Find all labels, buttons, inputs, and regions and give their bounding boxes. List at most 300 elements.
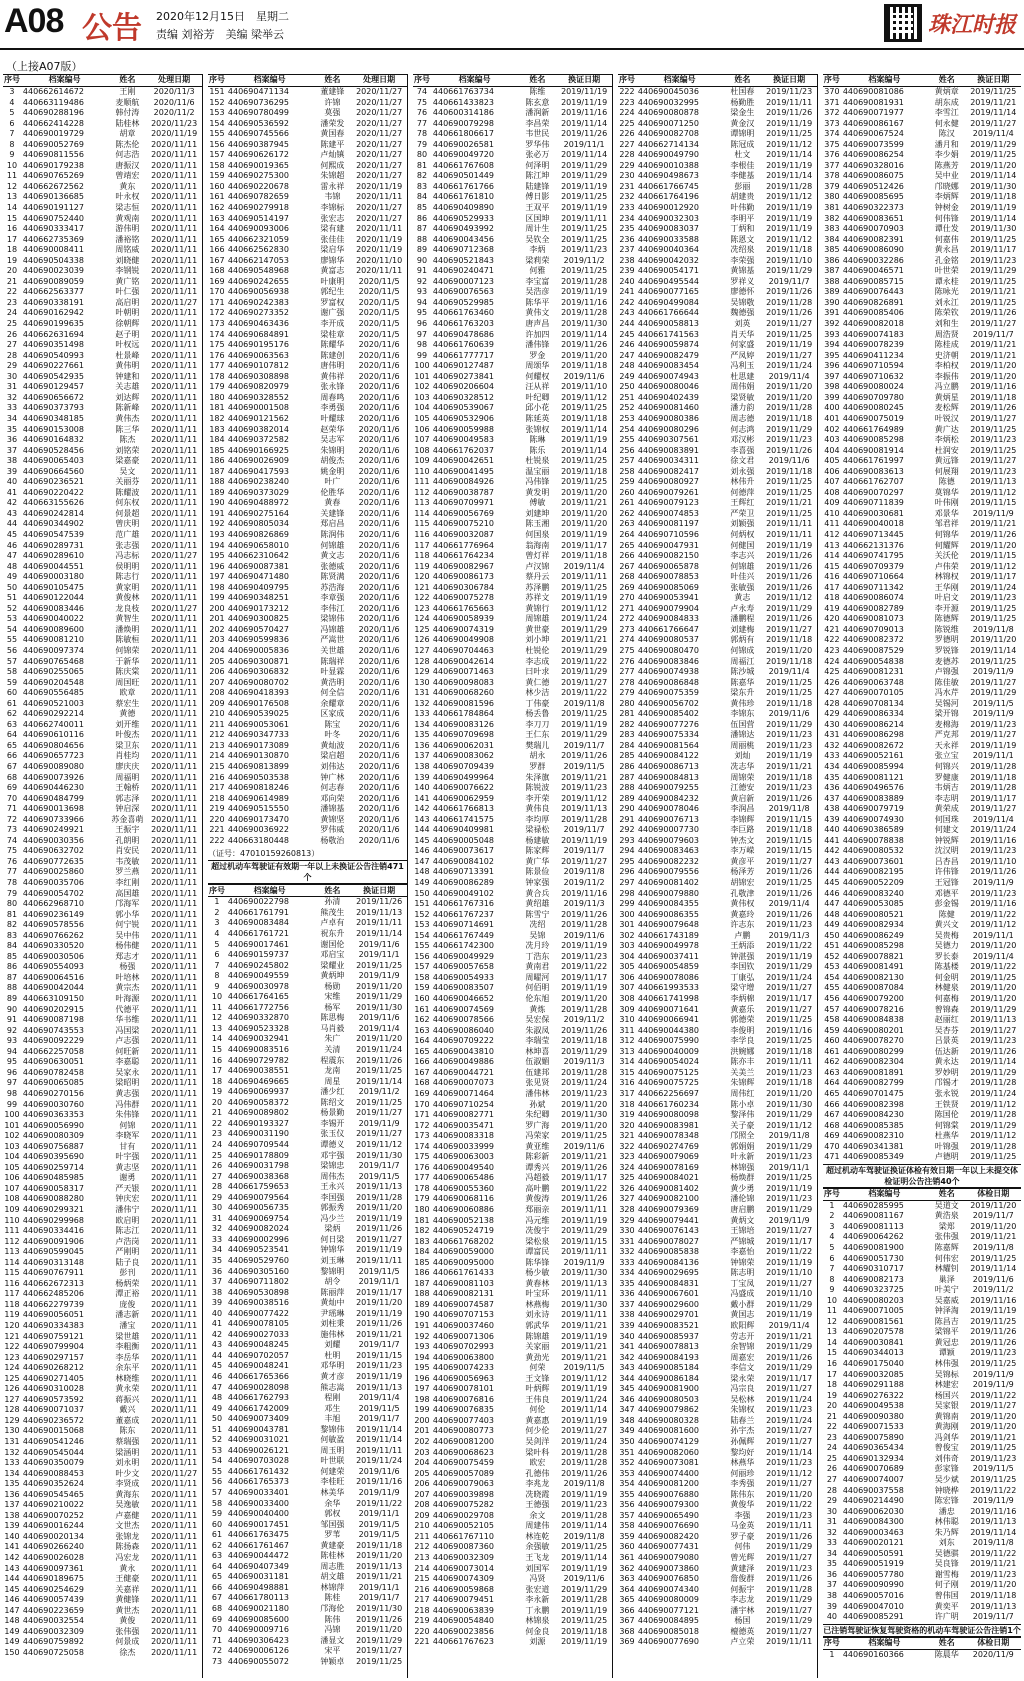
holder-name: 张玉仪 bbox=[320, 1129, 345, 1139]
row-number: 67 bbox=[211, 1593, 223, 1603]
row-number: 421 bbox=[824, 624, 840, 634]
notice-column-4 bbox=[618, 74, 817, 1678]
record-number: 440690498881 bbox=[227, 1582, 289, 1592]
table-row bbox=[618, 1110, 817, 1121]
process-date: 2019/11/21 bbox=[970, 1432, 1017, 1442]
record-number: 440690080532 bbox=[842, 846, 904, 856]
process-date: 2019/11/11 bbox=[356, 1445, 403, 1455]
record-number: 440690077403 bbox=[432, 1415, 494, 1425]
table-row bbox=[823, 941, 1021, 952]
holder-name: 天永祥 bbox=[934, 740, 959, 750]
row-number: 94 bbox=[6, 1046, 18, 1056]
row-number: 56 bbox=[6, 645, 18, 655]
table-row bbox=[618, 1173, 817, 1184]
holder-name: 吴嘉威 bbox=[934, 1295, 959, 1305]
record-number: 440690079300 bbox=[637, 1500, 699, 1510]
holder-name: 叶锐汉 bbox=[934, 413, 959, 423]
holder-name: 刘源 bbox=[529, 1637, 546, 1647]
table-row bbox=[208, 1119, 407, 1130]
process-date: 2020/11/6 bbox=[358, 413, 400, 423]
process-date: 2019/11/19 bbox=[356, 1213, 403, 1223]
row-number: 305 bbox=[619, 962, 635, 972]
table-row bbox=[618, 245, 817, 256]
record-number: 440690081210 bbox=[22, 635, 84, 645]
table-row bbox=[208, 98, 407, 109]
record-number: 440690031798 bbox=[227, 1161, 289, 1171]
table-row bbox=[413, 720, 612, 731]
holder-name: 吴志军 bbox=[320, 435, 345, 445]
record-number: 440690220422 bbox=[22, 487, 84, 497]
holder-name: 何锦成 bbox=[730, 645, 755, 655]
record-number: 440661760234 bbox=[637, 1099, 699, 1109]
record-number: 440690733966 bbox=[22, 814, 84, 824]
process-date: 2019/11/18 bbox=[766, 466, 813, 476]
column-header: 换证日期 bbox=[966, 75, 1021, 87]
table-row bbox=[3, 319, 202, 330]
record-number: 440690047010 bbox=[842, 1601, 904, 1611]
process-date: 2020/11/27 bbox=[356, 97, 403, 107]
table-row bbox=[413, 551, 612, 562]
table-row bbox=[618, 1384, 817, 1395]
table-row bbox=[823, 1100, 1021, 1111]
table-row bbox=[618, 1363, 817, 1374]
process-date: 2019/11/16 bbox=[970, 1506, 1017, 1516]
record-number: 440690067524 bbox=[842, 129, 904, 139]
table-row bbox=[413, 266, 612, 277]
record-number: 440690033401 bbox=[227, 1488, 289, 1497]
holder-name: 叶世荣 bbox=[934, 266, 959, 276]
process-date: 2020/11/11 bbox=[151, 171, 198, 181]
process-date: 2019/11/23 bbox=[766, 1563, 813, 1573]
row-number: 264 bbox=[619, 529, 635, 539]
row-number: 22 bbox=[6, 287, 18, 297]
process-date: 2019/11/27 bbox=[766, 1479, 813, 1489]
row-number: 60 bbox=[211, 1519, 223, 1529]
process-date: 2020/11/11 bbox=[151, 1605, 198, 1615]
holder-name: 丁永鹏 bbox=[525, 1605, 550, 1615]
process-date: 2019/11/25 bbox=[561, 456, 608, 466]
record-number: 440690049583 bbox=[432, 435, 494, 445]
process-date: 2019/11/28 bbox=[970, 1141, 1017, 1151]
record-number: 440690049886 bbox=[432, 1057, 494, 1067]
record-number: 440690084355 bbox=[637, 899, 699, 909]
record-number: 440690071641 bbox=[637, 1004, 699, 1014]
notice-column-2 bbox=[208, 74, 407, 1678]
row-number: 388 bbox=[824, 276, 840, 286]
row-number: 82 bbox=[416, 171, 428, 181]
row-number: 374 bbox=[824, 129, 840, 139]
process-date: 2019/11/6 bbox=[563, 1574, 605, 1584]
table-row bbox=[3, 562, 202, 573]
table-row bbox=[413, 319, 612, 330]
holder-name: 李振伟 bbox=[934, 371, 959, 381]
holder-name: 李健基 bbox=[730, 171, 755, 181]
table-row bbox=[618, 931, 817, 942]
table-row bbox=[413, 277, 612, 288]
holder-name: 陈健 bbox=[938, 909, 955, 919]
process-date: 2019/11/25 bbox=[561, 192, 608, 202]
process-date: 2020/11/11 bbox=[151, 667, 198, 677]
record-number: 440690077690 bbox=[637, 1637, 699, 1647]
row-number: 182 bbox=[414, 1226, 430, 1236]
table-row bbox=[3, 98, 202, 109]
process-date: 2019/11/27 bbox=[766, 1605, 813, 1615]
record-number: 440690307561 bbox=[637, 435, 699, 445]
table-row bbox=[208, 171, 407, 182]
holder-name: 刘开维 bbox=[115, 719, 140, 729]
table-row bbox=[208, 982, 407, 993]
row-number: 32 bbox=[211, 1224, 223, 1234]
table-row bbox=[823, 572, 1021, 583]
process-date: 2019/11/28 bbox=[561, 920, 608, 930]
row-number: 148 bbox=[414, 867, 430, 877]
record-number: 440690499084 bbox=[637, 297, 699, 307]
table-row bbox=[3, 1395, 202, 1406]
record-number: 440662672313 bbox=[22, 1278, 84, 1288]
record-number: 440690003180 bbox=[22, 572, 84, 582]
row-number: 47 bbox=[6, 551, 18, 561]
row-number: 52 bbox=[211, 1435, 223, 1445]
table-row bbox=[413, 171, 612, 182]
process-date: 2019/11/28 bbox=[561, 1067, 608, 1077]
row-number: 53 bbox=[211, 1445, 223, 1455]
row-number: 183 bbox=[414, 1236, 430, 1246]
row-number: 39 bbox=[6, 466, 18, 476]
table-row bbox=[208, 245, 407, 256]
row-number: 425 bbox=[824, 667, 840, 677]
table-row bbox=[3, 1237, 202, 1248]
table-row bbox=[413, 899, 612, 910]
process-date: 2020/11/11 bbox=[151, 1057, 198, 1067]
row-number: 447 bbox=[824, 899, 840, 909]
row-number: 171 bbox=[209, 297, 225, 307]
holder-name: 何伦 bbox=[529, 1405, 546, 1415]
process-date: 2020/11/11 bbox=[151, 1088, 198, 1098]
holder-name: 林伟升 bbox=[730, 477, 755, 487]
record-number: 440690578556 bbox=[22, 920, 84, 930]
row-number: 434 bbox=[824, 762, 840, 771]
table-row bbox=[413, 351, 612, 362]
table-row bbox=[618, 1405, 817, 1416]
process-date: 2019/11/18 bbox=[766, 698, 813, 708]
record-number: 440690083521 bbox=[637, 1320, 699, 1330]
column-header: 档案编号 bbox=[226, 75, 314, 87]
table-row bbox=[823, 614, 1021, 625]
holder-name: 吴德力 bbox=[934, 941, 959, 951]
row-number: 202 bbox=[414, 1437, 430, 1446]
table-row bbox=[208, 467, 407, 478]
holder-name: 刘建坤 bbox=[525, 508, 550, 518]
holder-name: 何志春 bbox=[320, 783, 345, 793]
row-number: 79 bbox=[416, 139, 428, 149]
record-number: 440690053941 bbox=[637, 593, 699, 603]
table-row bbox=[618, 1479, 817, 1490]
holder-name: 傅日影 bbox=[525, 192, 550, 202]
table-row bbox=[3, 1416, 202, 1427]
table-row bbox=[413, 1426, 612, 1437]
table-row bbox=[823, 1327, 1021, 1338]
holder-name: 邹国强 bbox=[320, 1519, 345, 1529]
table-row bbox=[413, 1553, 612, 1564]
record-number: 440690080537 bbox=[637, 635, 699, 645]
process-date: 2019/11/29 bbox=[561, 171, 608, 181]
process-date: 2019/11/17 bbox=[970, 245, 1017, 255]
record-number: 440690060886 bbox=[432, 1204, 494, 1214]
table-row bbox=[618, 192, 817, 203]
process-date: 2020/11/11 bbox=[151, 1437, 198, 1446]
table-row bbox=[208, 340, 407, 351]
table-row bbox=[823, 1222, 1021, 1233]
row-number: 350 bbox=[619, 1437, 635, 1446]
record-number: 440690242383 bbox=[227, 297, 289, 307]
table-row bbox=[208, 1277, 407, 1288]
holder-name: 黄嘉惠 bbox=[525, 1415, 550, 1425]
row-number: 157 bbox=[209, 150, 225, 160]
record-number: 440690071464 bbox=[432, 1088, 494, 1098]
holder-name: 周锦雄 bbox=[525, 614, 550, 624]
row-number: 24 bbox=[826, 1443, 837, 1453]
process-date: 2019/11/21 bbox=[356, 1329, 403, 1339]
record-number: 440661763475 bbox=[227, 1530, 289, 1540]
table-row bbox=[823, 635, 1021, 646]
table-row bbox=[413, 1637, 612, 1648]
row-number: 134 bbox=[414, 719, 430, 729]
holder-name: 杨国 bbox=[734, 1616, 751, 1626]
process-date: 2019/11/10 bbox=[766, 255, 813, 265]
process-date: 2019/11/21 bbox=[970, 1232, 1017, 1242]
table-row bbox=[823, 593, 1021, 604]
holder-name: 陈家辉 bbox=[525, 846, 550, 856]
holder-name: 苏浩海 bbox=[320, 582, 345, 592]
table-row bbox=[618, 1374, 817, 1385]
process-date: 2020/11/6 bbox=[358, 371, 400, 381]
holder-name: 吴锡河 bbox=[934, 698, 959, 708]
table-row bbox=[618, 277, 817, 288]
table-row bbox=[3, 699, 202, 710]
process-date: 2019/11/20 bbox=[970, 983, 1017, 993]
record-number: 440661780113 bbox=[227, 1593, 289, 1603]
table-row bbox=[823, 678, 1021, 689]
row-number: 457 bbox=[824, 1004, 840, 1014]
row-number: 143 bbox=[414, 814, 430, 824]
record-number: 440690059868 bbox=[432, 1584, 494, 1594]
holder-name: 朱锦明 bbox=[320, 445, 345, 455]
table-row bbox=[3, 467, 202, 478]
holder-name: 冼绍 bbox=[529, 920, 546, 930]
record-number: 440690005836 bbox=[227, 645, 289, 655]
row-number: 84 bbox=[416, 192, 428, 202]
record-number: 440690030760 bbox=[22, 1099, 84, 1109]
process-date: 2019/11/22 bbox=[561, 688, 608, 698]
process-date: 2020/11/6 bbox=[358, 698, 400, 708]
record-number: 440661764196 bbox=[637, 192, 699, 202]
holder-name: 叶少文 bbox=[115, 1468, 140, 1478]
holder-name: 杜燕华 bbox=[934, 1131, 959, 1141]
table-row bbox=[3, 1057, 202, 1068]
row-number: 333 bbox=[619, 1257, 635, 1267]
row-number: 351 bbox=[619, 1447, 635, 1457]
table-row bbox=[413, 1342, 612, 1353]
table-row bbox=[823, 952, 1021, 963]
record-number: 440690273352 bbox=[227, 308, 289, 318]
process-date: 2019/11/26 bbox=[561, 1194, 608, 1204]
holder-name: 罗长泰 bbox=[934, 951, 959, 961]
table-row bbox=[618, 1163, 817, 1174]
holder-name: 陈德 bbox=[938, 477, 955, 487]
record-number: 440690063563 bbox=[227, 350, 289, 360]
row-number: 248 bbox=[619, 361, 635, 371]
holder-name: 李炳辉 bbox=[934, 192, 959, 202]
holder-name: 陈桂成 bbox=[934, 340, 959, 350]
table-row bbox=[3, 256, 202, 267]
row-number: 179 bbox=[209, 382, 225, 392]
process-date: 2019/11/22 bbox=[766, 941, 813, 951]
process-date: 2019/11/18 bbox=[970, 192, 1017, 202]
record-number: 440690089600 bbox=[22, 624, 84, 634]
process-date: 2020/11/11 bbox=[151, 1131, 198, 1141]
record-number: 440690042044 bbox=[22, 983, 84, 993]
table-row bbox=[3, 1310, 202, 1321]
process-date: 2019/11/9 bbox=[358, 1488, 400, 1497]
row-number: 164 bbox=[209, 224, 225, 234]
holder-name: 何锦棠 bbox=[934, 1120, 959, 1130]
row-number: 175 bbox=[414, 1152, 430, 1162]
process-date: 2019/11/16 bbox=[970, 382, 1017, 392]
process-date: 2019/11/20 bbox=[561, 994, 608, 1004]
record-number: 440690709544 bbox=[227, 1139, 289, 1149]
holder-name: 陈东 bbox=[119, 1426, 136, 1436]
holder-name: 李兆龙 bbox=[525, 1479, 550, 1489]
record-number: 440690017461 bbox=[227, 939, 289, 949]
row-number: 301 bbox=[619, 920, 635, 930]
record-number: 440690289610 bbox=[22, 551, 84, 561]
row-number: 445 bbox=[824, 878, 840, 888]
row-number: 13 bbox=[6, 192, 18, 202]
holder-name: 胡东成 bbox=[934, 97, 959, 107]
process-date: 2019/11/23 bbox=[970, 888, 1017, 898]
table-row bbox=[3, 530, 202, 541]
process-date: 2019/11/7 bbox=[563, 740, 605, 750]
row-number: 415 bbox=[824, 561, 840, 571]
record-number: 440690765269 bbox=[22, 171, 84, 181]
row-number: 80 bbox=[6, 899, 18, 909]
record-number: 440690729782 bbox=[227, 1055, 289, 1065]
row-number: 89 bbox=[6, 994, 18, 1004]
table-row bbox=[413, 1089, 612, 1100]
process-date: 2019/11/22 bbox=[356, 1498, 403, 1508]
row-number: 29 bbox=[6, 361, 18, 371]
process-date: 2019/11/29 bbox=[561, 645, 608, 655]
row-number: 250 bbox=[619, 382, 635, 392]
row-number: 258 bbox=[619, 466, 635, 476]
holder-name: 黄浩泉 bbox=[934, 1211, 959, 1221]
table-row bbox=[208, 1456, 407, 1467]
holder-name: 冼月玲 bbox=[525, 941, 550, 951]
process-date: 2019/11/19 bbox=[561, 1489, 608, 1499]
table-row bbox=[823, 910, 1021, 921]
holder-name: 曾靖宏 bbox=[115, 171, 140, 181]
process-date: 2019/11/15 bbox=[766, 846, 813, 856]
table-row bbox=[618, 256, 817, 267]
holder-name: 李勇强 bbox=[320, 403, 345, 413]
table-row bbox=[3, 150, 202, 161]
process-date: 2020/11/6 bbox=[358, 645, 400, 655]
record-number: 440690080773 bbox=[432, 1426, 494, 1436]
row-number: 310 bbox=[619, 1015, 635, 1025]
holder-name: 张见贤 bbox=[525, 1078, 550, 1088]
row-number: 330 bbox=[619, 1226, 635, 1236]
holder-name: 陈庆棠 bbox=[115, 667, 140, 677]
process-date: 2019/11/18 bbox=[766, 413, 813, 423]
holder-name: 陈燕芳 bbox=[934, 160, 959, 170]
record-number: 440600314186 bbox=[432, 108, 494, 118]
process-date: 2019/11/21 bbox=[561, 498, 608, 508]
record-number: 440690090990 bbox=[842, 1580, 904, 1590]
record-number: 440690079441 bbox=[637, 1215, 699, 1225]
record-number: 440690084136 bbox=[637, 1257, 699, 1267]
table-row bbox=[413, 498, 612, 509]
table-row bbox=[208, 530, 407, 541]
table-row bbox=[3, 994, 202, 1005]
table-row bbox=[3, 87, 202, 98]
record-number: 440662563377 bbox=[22, 287, 84, 297]
process-date: 2019/11/8 bbox=[768, 804, 810, 814]
row-number: 147 bbox=[4, 1605, 20, 1615]
row-number: 265 bbox=[619, 540, 635, 550]
holder-name: 吴中业 bbox=[934, 171, 959, 181]
row-number: 257 bbox=[619, 456, 635, 466]
table-row bbox=[3, 182, 202, 193]
process-date: 2020/11/11 bbox=[151, 1458, 198, 1468]
row-number: 401 bbox=[824, 413, 840, 423]
table-row bbox=[618, 171, 817, 182]
process-date: 2019/11/2 bbox=[563, 255, 605, 265]
holder-name: 杨少敏 bbox=[525, 1268, 550, 1278]
table-row bbox=[823, 1580, 1021, 1591]
table-row bbox=[413, 1300, 612, 1311]
row-number: 27 bbox=[826, 1475, 837, 1484]
process-date: 2019/11/14 bbox=[970, 1057, 1017, 1067]
process-date: 2019/11/25 bbox=[766, 329, 813, 339]
holder-name: 何旺新 bbox=[115, 1046, 140, 1056]
record-number: 440690056938 bbox=[227, 287, 289, 297]
record-number: 440690548968 bbox=[227, 266, 289, 276]
column-header: 姓名 bbox=[928, 1188, 966, 1200]
holder-name: 何耀权 bbox=[525, 371, 550, 381]
record-number: 440690204548 bbox=[22, 677, 84, 687]
process-date: 2019/11/29 bbox=[766, 603, 813, 613]
table-row bbox=[208, 1140, 407, 1151]
holder-name: 刘灿 bbox=[734, 751, 751, 761]
table-row bbox=[823, 446, 1021, 457]
row-number: 142 bbox=[4, 1553, 20, 1563]
process-date: 2019/11/23 bbox=[766, 920, 813, 930]
holder-name: 刘建梅 bbox=[730, 624, 755, 634]
record-number: 440690082195 bbox=[842, 867, 904, 877]
table-row bbox=[413, 1152, 612, 1163]
process-date: 2020/11/11 bbox=[151, 1226, 198, 1236]
process-date: 2019/11/25 bbox=[561, 234, 608, 244]
holder-name: 莫强 bbox=[324, 108, 341, 118]
process-date: 2019/11/4 bbox=[972, 814, 1014, 824]
process-date: 2020/11/5 bbox=[358, 297, 400, 307]
record-number: 440690085406 bbox=[842, 308, 904, 318]
table-row bbox=[208, 541, 407, 552]
table-row bbox=[618, 1321, 817, 1332]
record-number: 440690083889 bbox=[842, 793, 904, 803]
record-number: 440690086173 bbox=[432, 572, 494, 582]
table-row bbox=[208, 593, 407, 604]
